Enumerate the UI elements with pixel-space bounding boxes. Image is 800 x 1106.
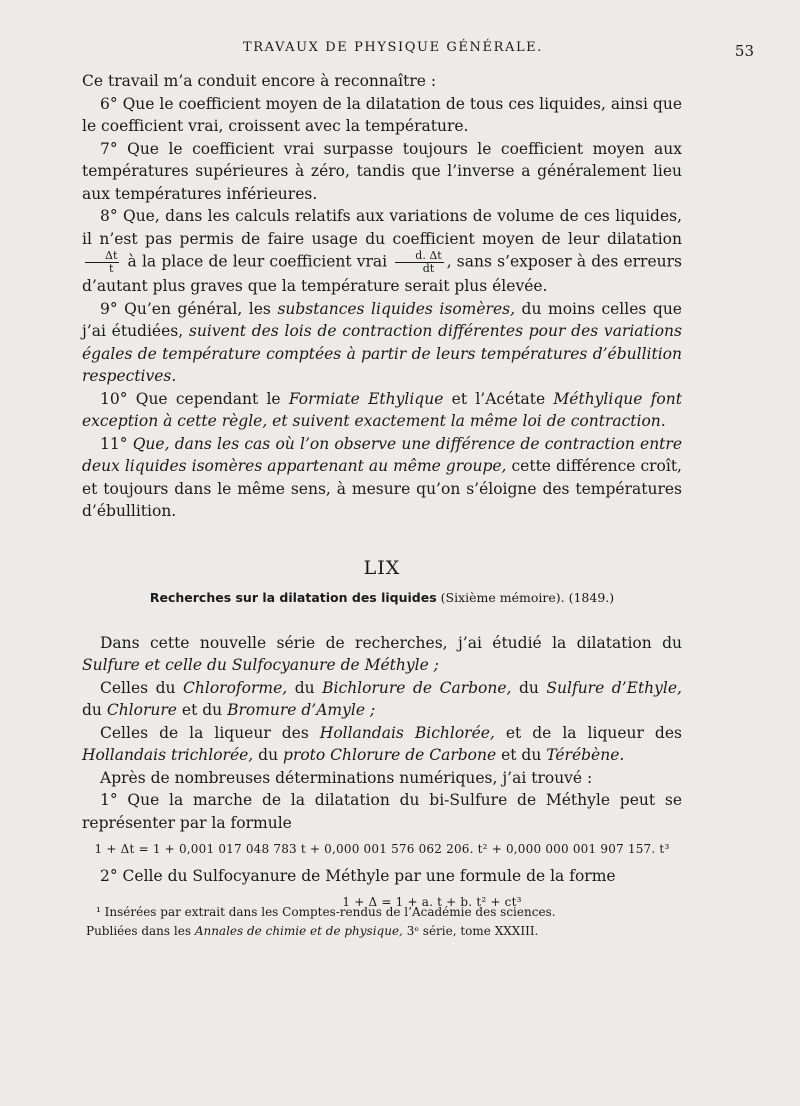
paragraph-10-text-a: 10° Que cependant le (100, 389, 281, 408)
memoir-3-text: du (258, 746, 279, 764)
section-number: LIX (363, 556, 401, 579)
section-title-bold: Recherches sur la dilatation des liquides (149, 590, 437, 605)
paragraph-11 (82, 433, 682, 523)
memoir-2-italic: Chlorure (106, 701, 177, 719)
memoir-paragraph-4: Après de nombreuses déterminations numériques, j’ai trouvé : (100, 768, 593, 787)
memoir-2-italic: Bichlorure de Carbone, (322, 678, 512, 697)
fraction-denominator: dt (422, 262, 435, 275)
paragraph-8-text-b: à la place de leur coefficient vrai (127, 252, 388, 271)
page-header (0, 40, 800, 64)
paragraph-10 (82, 388, 682, 433)
section-title-rest: (Sixième mémoire). (1849.) (440, 590, 615, 605)
paragraph-10-italic-a: Formiate Ethylique (288, 389, 444, 408)
paragraph-8-text-a: 8° Que, dans les calculs relatifs aux variations de volume de ces liquides, il n’est pas permis de faire usage du coefficient moyen de leur dilatation (82, 207, 682, 248)
memoir-2-text: et du (181, 701, 223, 719)
paragraph-8-text-c: , sans s’exposer à des erreurs d’autant plus graves que la température serait plus élevée. (82, 252, 682, 295)
paragraph-6: 6° Que le coefficient moyen de la dilatation de tous ces liquides, ainsi que le coefficient vrai, croissent avec la température. (82, 94, 682, 135)
memoir-3-italic: proto Chlorure de Carbone (283, 746, 497, 764)
paragraph-9-italic-a: substances liquides isomères, (277, 299, 515, 318)
paragraph-intro: Ce travail m’a conduit encore à reconnaître : (82, 72, 437, 90)
memoir-3-text: et de la liqueur des (505, 723, 682, 742)
memoir-2-text: du (518, 678, 539, 697)
memoir-1-italic: Sulfure et celle du Sulfocyanure de Méthyle ; (82, 656, 439, 674)
page-body (82, 70, 682, 918)
paragraph-9 (82, 298, 682, 388)
memoir-3-italic: Hollandais Bichlorée, (319, 723, 495, 742)
memoir-3-text: Celles de la liqueur des (100, 723, 309, 742)
paragraph-9-text-b: du moins celles que j’ai étudiées, (82, 299, 682, 340)
memoir-2-italic: Bromure d’Amyle ; (227, 701, 376, 719)
page-number: 53 (734, 42, 754, 60)
memoir-paragraph-2 (82, 677, 682, 722)
fraction-numerator: d. Δt (395, 250, 443, 263)
memoir-2-text: du (82, 701, 102, 719)
footnote-2-journal: Annales de chimie et de physique, (194, 924, 403, 938)
footnotes (86, 903, 686, 941)
memoir-paragraph-6: 2° Celle du Sulfocyanure de Méthyle par une formule de la forme (100, 866, 616, 885)
paragraph-11-italic: Que, dans les cas où l’on observe une différence de contraction entre deux liquides isomères appartenant au même groupe, (82, 434, 682, 475)
memoir-paragraph-1 (82, 632, 682, 677)
section-title (82, 587, 682, 610)
footnote-2-text: Publiées dans les (86, 924, 191, 938)
fraction-mean-coefficient (85, 250, 119, 275)
paragraph-10-italic-b: Méthylique font exception à cette règle, et suivent exactement la même loi de contraction. (82, 389, 682, 430)
memoir-2-text: Celles du (100, 678, 176, 697)
memoir-paragraph-5: 1° Que la marche de la dilatation du bi-Sulfure de Méthyle peut se représenter par la formule (82, 791, 682, 832)
memoir-paragraph-3 (82, 722, 682, 767)
paragraph-7: 7° Que le coefficient vrai surpasse toujours le coefficient moyen aux températures supérieures à zéro, tandis que l’inverse a généralement lieu aux températures inférieures. (82, 139, 682, 203)
memoir-2-text: du (294, 678, 315, 697)
paragraph-11-text: cette différence croît, et toujours dans le même sens, à mesure qu’on s’éloigne des températures d’ébullition. (82, 457, 682, 520)
paragraph-9-italic-b: suivent des lois de contraction différentes pour des variations égales de température comptées à partir de leurs températures d’ébullition respectives. (82, 322, 682, 385)
fraction-true-coefficient (395, 250, 443, 275)
fraction-numerator: Δt (85, 250, 119, 263)
formula-sulfocyanide: 1 + Δ = 1 + a. t + b. t² + ct³ (342, 895, 522, 909)
fraction-denominator: t (108, 262, 114, 275)
memoir-2-italic: Sulfure d’Ethyle, (546, 678, 682, 697)
formula-methyl-bisulfide: 1 + Δt = 1 + 0,001 017 048 783 t + 0,000 001 576 062 206. t² + 0,000 000 001 907 157. t³ (94, 842, 670, 856)
paragraph-11-number: 11° (100, 434, 128, 453)
footnote-2 (86, 922, 686, 941)
footnote-2-series: 3ᵉ série, tome XXXIII. (406, 924, 539, 938)
memoir-1-text: Dans cette nouvelle série de recherches, j’ai étudié la dilatation du (100, 633, 682, 652)
memoir-3-italic: Térébène. (546, 746, 625, 764)
paragraph-9-text-a: 9° Qu’en général, les (100, 299, 271, 318)
memoir-3-italic: Hollandais trichlorée, (82, 746, 254, 764)
paragraph-8 (82, 205, 682, 298)
memoir-2-italic: Chloroforme, (183, 678, 288, 697)
running-title: TRAVAUX DE PHYSIQUE GÉNÉRALE. (243, 40, 543, 55)
paragraph-10-text-b: et l’Acétate (451, 389, 546, 408)
footnote-1: ¹ Insérées par extrait dans les Comptes-rendus de l’Académie des sciences. (96, 905, 556, 919)
memoir-3-text: et du (501, 746, 542, 764)
